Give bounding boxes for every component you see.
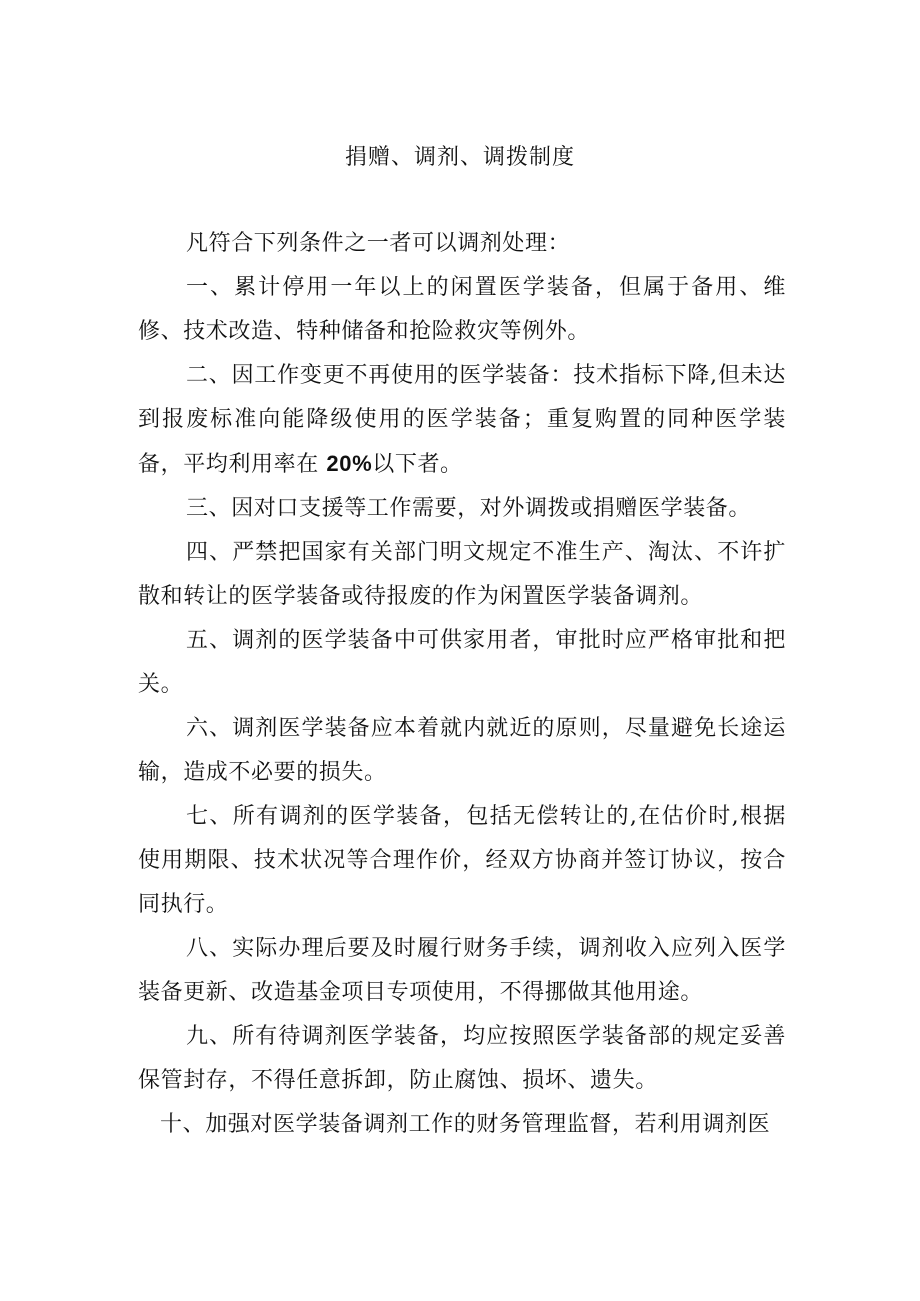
item-10: 十、加强对医学装备调剂工作的财务管理监督，若利用调剂医: [160, 1112, 771, 1137]
item-2-tail: 以下者。: [372, 452, 463, 477]
item-7: 七、所有调剂的医学装备，包括无偿转让的,在估价时,根据使用期限、技术状况等合理作价，经双方协商并签订协议，按合同执行。: [138, 804, 786, 917]
item-2-text: 二、因工作变更不再使用的医学装备：技术指标下降,但未达到报废标准向能降级使用的医学装备；重复购置的同种医学装备，平均利用率在: [138, 363, 786, 477]
item-6: 六、调剂医学装备应本着就内就近的原则，尽量避免长途运输，造成不必要的损失。: [138, 716, 786, 785]
item-2-percent: 20%: [326, 451, 373, 476]
item-8: 八、实际办理后要及时履行财务手续，调剂收入应列入医学装备更新、改造基金项目专项使用，不得挪做其他用途。: [138, 936, 786, 1005]
document-title: 捐赠、调剂、调拨制度: [344, 145, 575, 170]
intro-paragraph: 凡符合下列条件之一者可以调剂处理：: [186, 231, 571, 256]
item-2: [138, 354, 786, 487]
item-1: 一、累计停用一年以上的闲置医学装备，但属于备用、维修、技术改造、特种储备和抢险救灾等例外。: [138, 275, 786, 344]
item-9: 九、所有待调剂医学装备，均应按照医学装备部的规定妥善保管封存，不得任意拆卸，防止腐蚀、损坏、遗失。: [138, 1024, 786, 1093]
item-4: 四、严禁把国家有关部门明文规定不准生产、淘汰、不许扩散和转让的医学装备或待报废的作为闲置医学装备调剂。: [138, 540, 786, 609]
item-5: 五、调剂的医学装备中可供家用者，审批时应严格审批和把关。: [138, 628, 786, 697]
item-3: 三、因对口支援等工作需要，对外调拨或捐赠医学装备。: [186, 496, 752, 521]
document-body: [138, 222, 786, 1147]
